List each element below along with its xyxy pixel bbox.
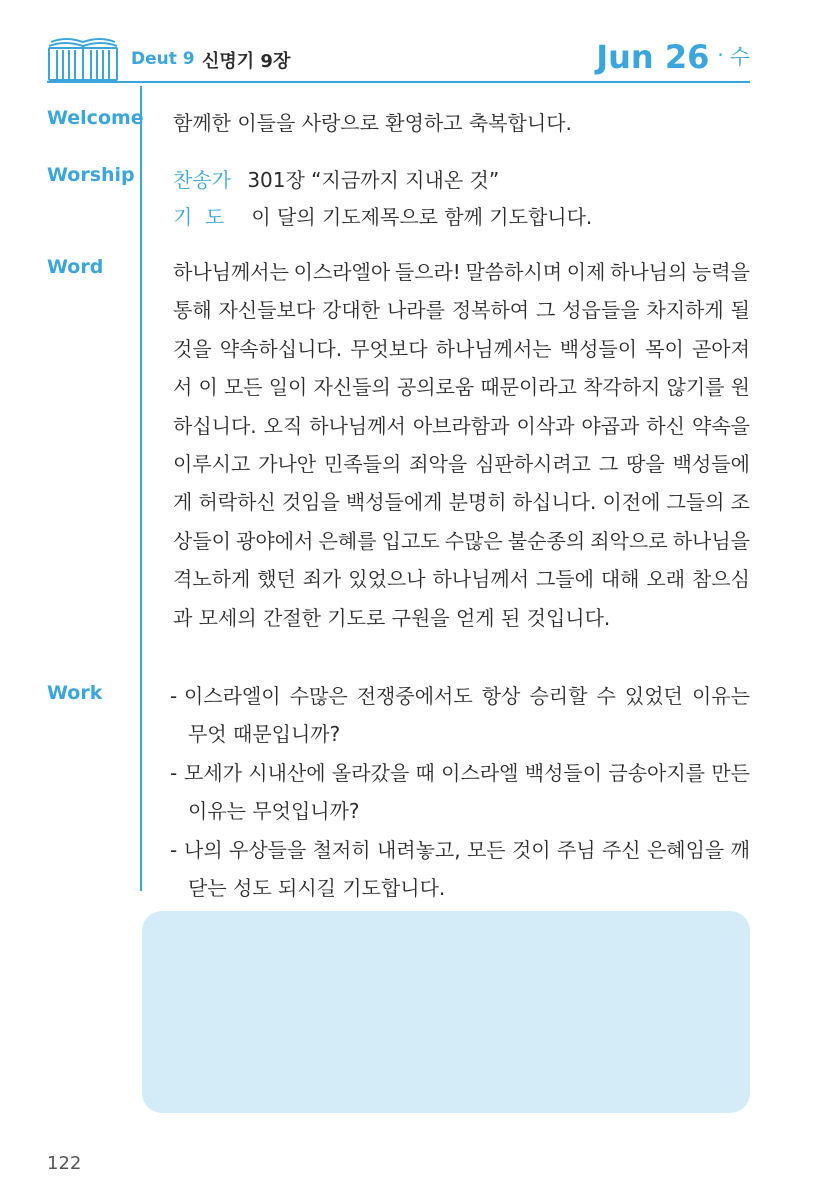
word-paragraph <box>173 253 750 637</box>
open-book-icon <box>47 36 119 82</box>
work-line: 나의 우상들을 철저히 내려놓고, 모든 것이 주님 주신 은혜임을 깨 <box>184 837 750 862</box>
word-line: 과 모세의 간절한 기도로 구원을 얻게 된 것입니다. <box>173 605 611 630</box>
prayer-text: 이 달의 기도제목으로 함께 기도합니다. <box>251 205 593 229</box>
word-line: 것을 약속하십니다. 무엇보다 하나님께서는 백성들이 목이 곧아져 <box>173 336 750 361</box>
date-heading <box>596 38 750 76</box>
word-line: 상들이 광야에서 은혜를 입고도 수많은 불순종의 죄악으로 하나님을 <box>173 528 750 553</box>
welcome-text: 함께한 이들을 사랑으로 환영하고 축복합니다. <box>173 111 572 135</box>
prayer-key: 기 도 <box>173 205 225 229</box>
word-line: 하십니다. 오직 하나님께서 아브라함과 이삭과 야곱과 하신 약속을 <box>173 413 750 438</box>
work-label: Work <box>47 682 103 704</box>
work-item <box>170 754 750 831</box>
date-separator: · <box>717 43 724 67</box>
page-number: 122 <box>47 1153 82 1174</box>
word-line: 게 허락하신 것임을 백성들에게 분명히 하십니다. 이전에 그들의 조 <box>173 490 750 515</box>
scripture-reference-en: Deut 9 <box>131 49 195 69</box>
date: Jun 26 <box>596 38 710 76</box>
word-label: Word <box>47 256 104 278</box>
prayer-line <box>173 201 592 230</box>
scripture-reference-ko: 신명기 9장 <box>202 51 291 72</box>
hymn-text: 301장 “지금까지 지내온 것” <box>247 168 500 192</box>
word-line: 격노하게 했던 죄가 있었으나 하나님께서 그들에 대해 오래 참으심 <box>173 567 750 592</box>
work-item <box>170 831 750 908</box>
header-rule <box>47 81 750 83</box>
hymn-key: 찬송가 <box>173 168 231 192</box>
work-item <box>170 677 750 754</box>
word-line: 통해 자신들보다 강대한 나라를 정복하여 그 성읍들을 차지하게 될 <box>173 298 750 323</box>
work-dash: - <box>170 760 178 785</box>
work-line: 이유는 무엇입니까? <box>188 799 360 824</box>
section-divider-line <box>140 86 142 891</box>
word-line: 이루시고 가나안 민족들의 죄악을 심판하시려고 그 땅을 백성들에 <box>173 451 750 476</box>
work-line: 닫는 성도 되시길 기도합니다. <box>188 875 446 900</box>
work-line: 무엇 때문입니까? <box>188 722 341 747</box>
word-line: 하나님께서는 이스라엘아 들으라! 말씀하시며 이제 하나님의 능력을 <box>173 260 750 284</box>
work-dash: - <box>170 684 178 708</box>
work-dash: - <box>170 837 178 862</box>
word-line: 서 이 모든 일이 자신들의 공의로움 때문이라고 착각하지 않기를 원 <box>173 375 750 400</box>
worship-label: Worship <box>47 164 135 186</box>
weekday: 수 <box>729 45 750 69</box>
hymn-line <box>173 164 499 193</box>
work-line: 모세가 시내산에 올라갔을 때 이스라엘 백성들이 금송아지를 만든 <box>184 760 750 785</box>
work-line: 이스라엘이 수많은 전쟁중에서도 항상 승리할 수 있었던 이유는 <box>184 684 750 708</box>
welcome-label: Welcome <box>47 107 144 129</box>
memo-box[interactable] <box>142 911 750 1113</box>
work-list <box>170 677 750 907</box>
